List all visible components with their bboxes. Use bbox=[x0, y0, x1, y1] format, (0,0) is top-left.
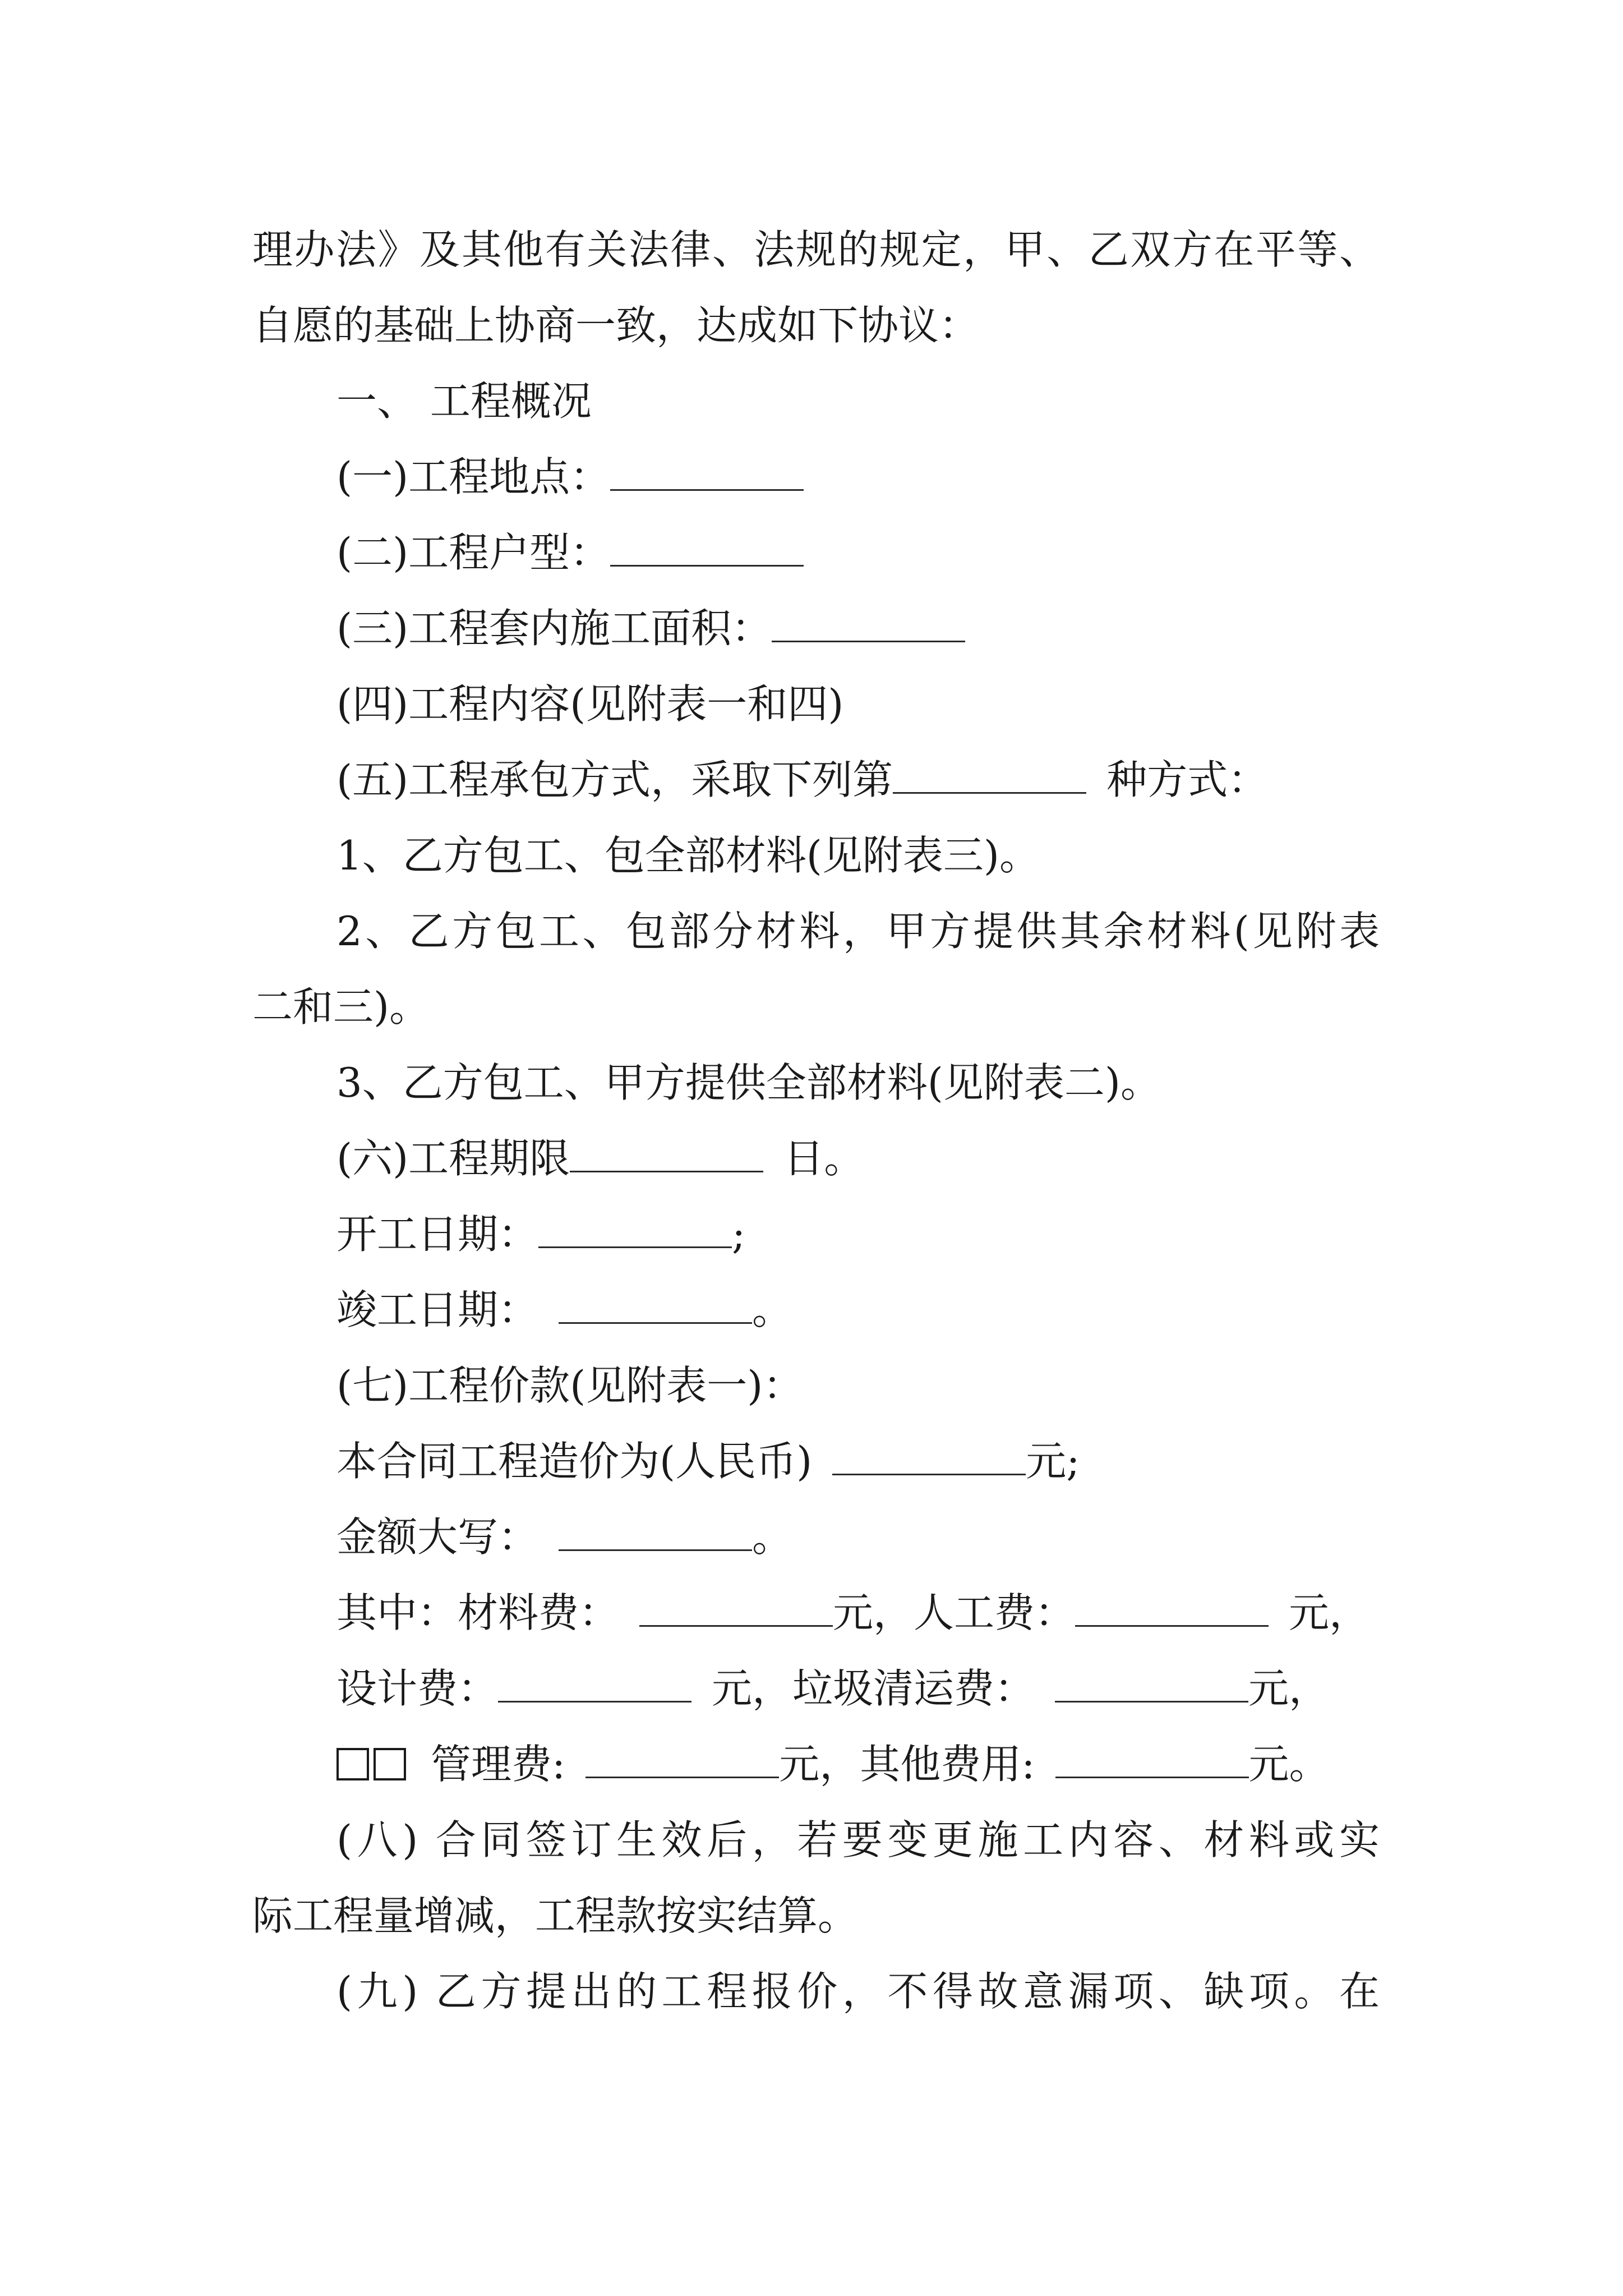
cleanup-fee-label: 元，垃圾清运费： bbox=[712, 1665, 1035, 1712]
item-area-label: (三)工程套内施工面积： bbox=[336, 605, 772, 652]
contract-method-blank[interactable] bbox=[893, 760, 1086, 794]
total-cost-blank[interactable] bbox=[832, 1441, 1026, 1475]
start-date-label: 开工日期： bbox=[336, 1211, 539, 1258]
square-glyph bbox=[336, 1748, 369, 1780]
cost-breakdown-3 bbox=[336, 1733, 1330, 1795]
labor-fee-blank[interactable] bbox=[1075, 1593, 1269, 1627]
labor-fee-suffix: 元， bbox=[1289, 1589, 1370, 1636]
location-blank[interactable] bbox=[610, 457, 804, 491]
amount-in-words bbox=[336, 1506, 792, 1568]
cleanup-fee-blank[interactable] bbox=[1055, 1668, 1248, 1703]
method-option-2-cont: 二和三)。 bbox=[252, 983, 430, 1030]
design-fee-blank[interactable] bbox=[498, 1668, 691, 1703]
material-fee-label: 其中：材料费： bbox=[336, 1589, 620, 1636]
contract-method-label: (五)工程承包方式，采取下列第 bbox=[336, 756, 893, 803]
item-quotation: (九) 乙方提出的工程报价，不得故意漏项、缺项。在 bbox=[336, 1968, 1380, 2015]
text-line-1: 理办法》及其他有关法律、法规的规定，甲、乙双方在平等、 bbox=[252, 226, 1380, 273]
item-location-label: (一)工程地点： bbox=[336, 453, 611, 500]
end-date bbox=[336, 1279, 792, 1341]
method-option-3: 3、乙方包工、甲方提供全部材料(见附表二)。 bbox=[336, 1059, 1161, 1106]
item-changes-cont: 际工程量增减，工程款按实结算。 bbox=[252, 1892, 859, 1939]
total-cost-label: 本合同工程造价为(人民币) bbox=[336, 1438, 813, 1485]
design-fee-label: 设计费： bbox=[336, 1665, 499, 1712]
duration-label: (六)工程期限 bbox=[336, 1135, 570, 1182]
unit-type-blank[interactable] bbox=[610, 532, 804, 567]
other-fee-label: 元，其他费用: bbox=[779, 1741, 1035, 1788]
management-fee-label: 管理费: bbox=[431, 1741, 566, 1788]
method-option-1: 1、乙方包工、包全部材料(见附表三)。 bbox=[336, 832, 1040, 879]
item-content: (四)工程内容(见附表一和四) bbox=[336, 680, 844, 728]
management-fee-blank[interactable] bbox=[585, 1744, 779, 1778]
labor-fee-label: 元，人工费： bbox=[833, 1589, 1076, 1636]
amount-in-words-label: 金额大写： bbox=[336, 1513, 539, 1561]
start-date bbox=[336, 1203, 745, 1265]
cost-breakdown-1 bbox=[336, 1582, 1370, 1644]
item-unit-type bbox=[336, 522, 804, 583]
other-fee-suffix: 元。 bbox=[1248, 1741, 1330, 1788]
item-contract-method bbox=[336, 749, 1268, 811]
total-cost-suffix: 元; bbox=[1026, 1438, 1080, 1485]
item-changes: (八) 合同签订生效后，若要变更施工内容、材料或实 bbox=[336, 1816, 1380, 1864]
area-blank[interactable] bbox=[772, 608, 965, 642]
start-date-blank[interactable] bbox=[538, 1214, 732, 1248]
item-unit-type-label: (二)工程户型： bbox=[336, 529, 611, 576]
section-heading-1: 一、 工程概况 bbox=[336, 378, 592, 425]
total-cost bbox=[336, 1430, 1080, 1492]
material-fee-blank[interactable] bbox=[639, 1593, 833, 1627]
item-price: (七)工程价款(见附表一)： bbox=[336, 1362, 804, 1409]
item-location bbox=[336, 446, 804, 508]
duration-blank[interactable] bbox=[570, 1138, 763, 1172]
item-area bbox=[336, 597, 965, 659]
end-date-suffix: 。 bbox=[752, 1286, 793, 1333]
other-fee-blank[interactable] bbox=[1055, 1744, 1249, 1778]
amount-in-words-suffix: 。 bbox=[752, 1513, 793, 1561]
text-line-2: 自愿的基础上协商一致，达成如下协议： bbox=[252, 302, 980, 349]
square-glyph bbox=[374, 1748, 406, 1780]
contract-method-suffix: 种方式： bbox=[1106, 756, 1269, 803]
cleanup-fee-suffix: 元， bbox=[1248, 1665, 1330, 1712]
start-date-suffix: ; bbox=[732, 1211, 746, 1258]
method-option-2: 2、乙方包工、包部分材料，甲方提供其余材料(见附表 bbox=[336, 908, 1380, 955]
end-date-label: 竣工日期： bbox=[336, 1286, 539, 1333]
item-duration bbox=[336, 1128, 864, 1189]
cost-breakdown-2 bbox=[336, 1658, 1329, 1719]
duration-suffix: 日。 bbox=[783, 1135, 865, 1182]
end-date-blank[interactable] bbox=[559, 1290, 752, 1324]
amount-in-words-blank[interactable] bbox=[559, 1517, 752, 1551]
